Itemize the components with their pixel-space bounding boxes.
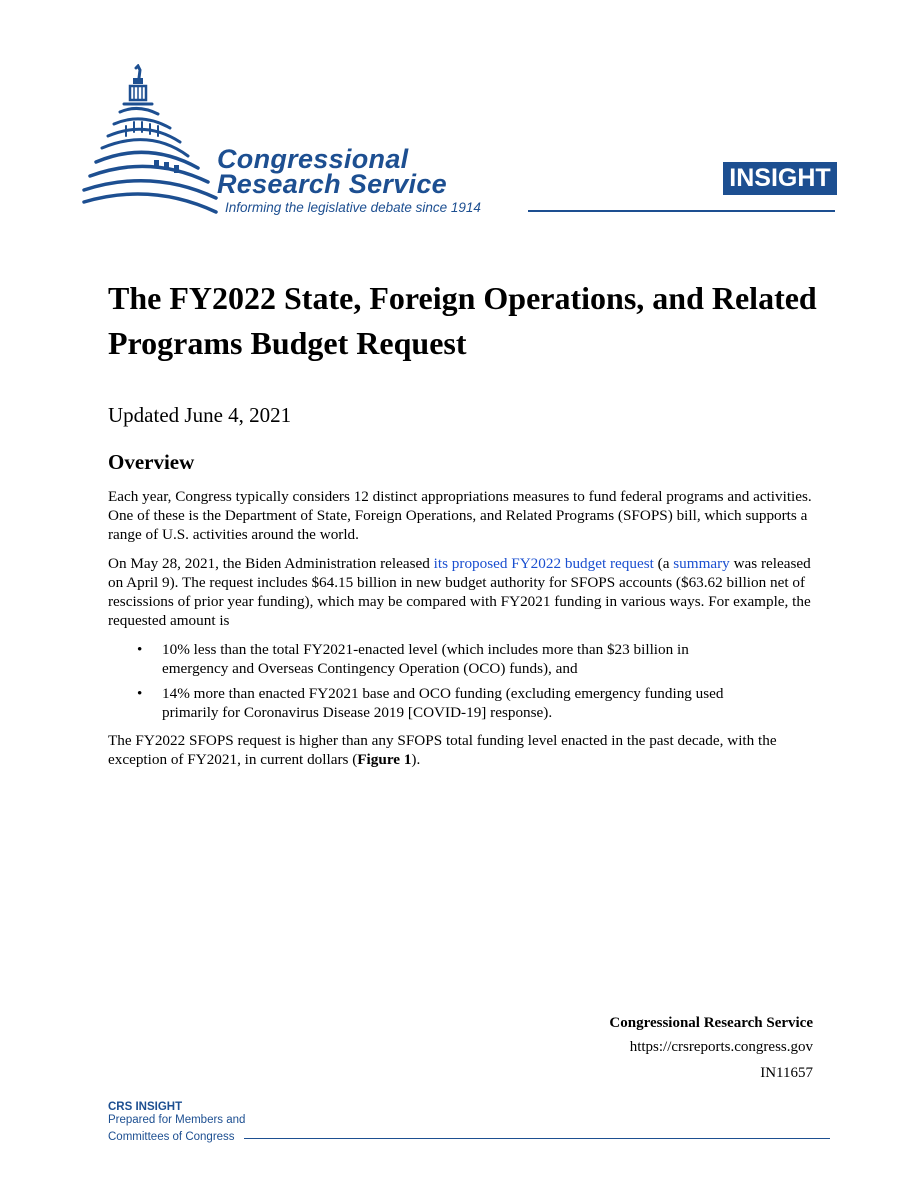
prepared-for-line1: Prepared for Members and xyxy=(108,1114,246,1126)
report-id: IN11657 xyxy=(760,1065,813,1081)
org-tagline: Informing the legislative debate since 1914 xyxy=(225,200,481,215)
footer-org-name: Congressional Research Service xyxy=(609,1015,813,1031)
org-name-line1: Congressional xyxy=(217,144,409,174)
footer-url[interactable]: https://crsreports.congress.gov xyxy=(629,1039,813,1055)
paragraph-text: The FY2022 SFOPS request is higher than any SFOPS total funding level enacted in the past decade, with the exception of FY2021, in current dollars ( xyxy=(108,732,777,768)
figure-reference: Figure 1 xyxy=(357,751,412,768)
list-item-text: 10% less than the total FY2021-enacted level (which includes more than $23 billion in emergency and Overseas Contingency Operation (OCO) funds), and xyxy=(162,641,689,677)
insight-badge: INSIGHT xyxy=(723,162,837,195)
capitol-dome-logo xyxy=(80,64,220,220)
list-item xyxy=(135,640,755,678)
page-title: The FY2022 State, Foreign Operations, and Related Programs Budget Request xyxy=(108,280,817,361)
comparison-list xyxy=(135,640,755,728)
tagline-rule xyxy=(528,210,835,212)
bullet-icon: • xyxy=(137,685,143,702)
paragraph-request xyxy=(108,554,818,630)
budget-request-link[interactable]: its proposed FY2022 budget request xyxy=(433,555,654,572)
paragraph-comparison xyxy=(108,731,818,769)
crs-insight-label: CRS INSIGHT xyxy=(108,1101,183,1113)
section-heading-overview: Overview xyxy=(108,450,195,474)
list-item-text: 14% more than enacted FY2021 base and OCO funding (excluding emergency funding used primarily for Coronavirus Disease 2019 [COVID-19] response). xyxy=(162,685,724,721)
bullet-icon: • xyxy=(137,641,143,658)
paragraph-intro: Each year, Congress typically considers 12 distinct appropriations measures to fund federal programs and activities. One of these is the Department of State, Foreign Operations, and Related Programs (SFOPS) bill, which supports a range of U.S. activities around the world. xyxy=(108,488,812,543)
summary-link[interactable]: summary xyxy=(673,555,730,572)
list-item xyxy=(135,684,755,722)
org-name-line2: Research Service xyxy=(217,169,447,199)
paragraph-text: was released on April 9). The request includes $64.15 billion in new budget authority for SFOPS accounts ($63.62 billion net of rescissions of prior year funding), which may be compared with FY2021 funding in various ways. For example, the requested amount is xyxy=(108,555,811,629)
paragraph-text: On May 28, 2021, the Biden Administration released xyxy=(108,555,434,572)
prepared-for-line2: Committees of Congress xyxy=(108,1131,235,1143)
updated-date: Updated June 4, 2021 xyxy=(108,403,292,427)
footer-rule xyxy=(244,1138,830,1139)
paragraph-text: ). xyxy=(411,751,421,768)
paragraph-text: (a xyxy=(653,555,674,572)
